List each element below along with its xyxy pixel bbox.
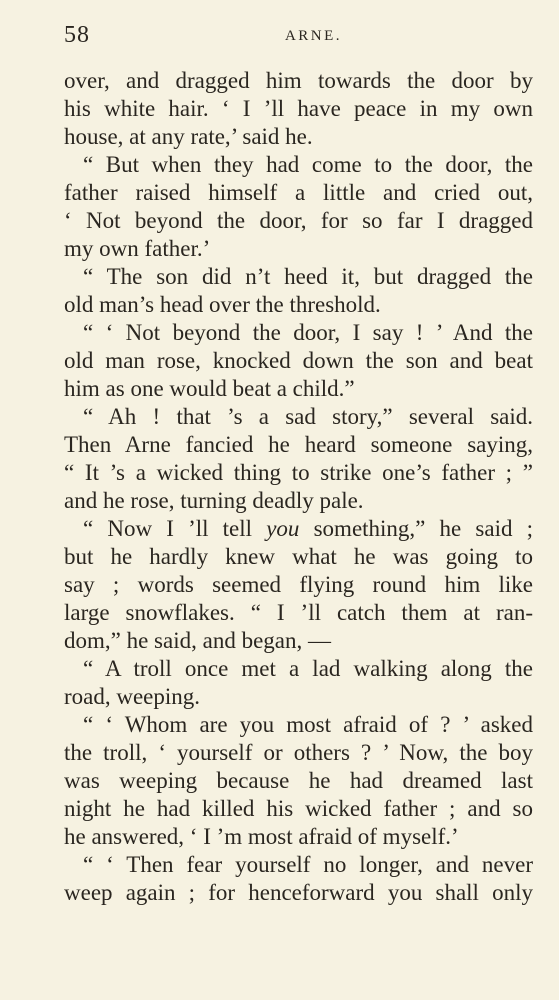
- text-line: he answered, ‘ I ’m most afraid of myself.’: [64, 824, 459, 849]
- running-title: ARNE.: [284, 28, 343, 44]
- text-line: dom,” he said, and began, —: [64, 628, 331, 653]
- text-line: “ ‘ Whom are you most afraid of ? ’ asked: [83, 712, 533, 737]
- paragraph: [64, 515, 533, 655]
- text-line: “ The son did n’t heed it, but dragged the: [83, 264, 533, 289]
- text-line: night he had killed his wicked father ; and so: [64, 796, 533, 821]
- text-line: over, and dragged him towards the door by: [64, 68, 533, 93]
- text-line: but he hardly knew what he was going to: [64, 544, 533, 569]
- paragraph: [64, 851, 533, 907]
- emphasis: you: [266, 516, 300, 541]
- text-line: “ A troll once met a lad walking along the: [83, 656, 533, 681]
- text-line: ‘ Not beyond the door, for so far I dragged: [64, 208, 533, 233]
- paragraph: [64, 67, 533, 151]
- text-line: him as one would beat a child.”: [64, 376, 355, 401]
- paragraph: [64, 711, 533, 851]
- body-text: [64, 67, 533, 907]
- text-line: say ; words seemed flying round him like: [64, 572, 533, 597]
- page-number: 58: [64, 22, 90, 48]
- text-line: old man’s head over the threshold.: [64, 292, 381, 317]
- text-line: “ It ’s a wicked thing to strike one’s father ; ”: [64, 460, 533, 485]
- text-line: the troll, ‘ yourself or others ? ’ Now, the boy: [64, 740, 533, 765]
- paragraph: [64, 319, 533, 403]
- text-line: “ ‘ Not beyond the door, I say ! ’ And the: [83, 320, 533, 345]
- text-line: “ But when they had come to the door, the: [83, 152, 533, 177]
- paragraph: [64, 655, 533, 711]
- text-line: old man rose, knocked down the son and beat: [64, 348, 533, 373]
- text-line: was weeping because he had dreamed last: [64, 768, 533, 793]
- paragraph: [64, 403, 533, 515]
- text-line: my own father.’: [64, 236, 211, 261]
- running-head: [64, 22, 533, 52]
- text-line: “ Now I ’ll tell you something,” he said ;: [83, 516, 534, 541]
- text-line: “ ‘ Then fear yourself no longer, and never: [83, 852, 533, 877]
- text-line: and he rose, turning deadly pale.: [64, 488, 364, 513]
- text-line: “ Ah ! that ’s a sad story,” several said.: [83, 404, 533, 429]
- text-line: weep again ; for henceforward you shall only: [64, 880, 533, 905]
- text-line: house, at any rate,’ said he.: [64, 124, 313, 149]
- text-line: road, weeping.: [64, 684, 201, 709]
- text-line: father raised himself a little and cried out,: [64, 180, 533, 205]
- text-line: large snowflakes. “ I ’ll catch them at ran-: [64, 600, 533, 625]
- text-line: his white hair. ‘ I ’ll have peace in my own: [64, 96, 533, 121]
- paragraph: [64, 263, 533, 319]
- paragraph: [64, 151, 533, 263]
- text-line: Then Arne fancied he heard someone saying,: [64, 432, 533, 457]
